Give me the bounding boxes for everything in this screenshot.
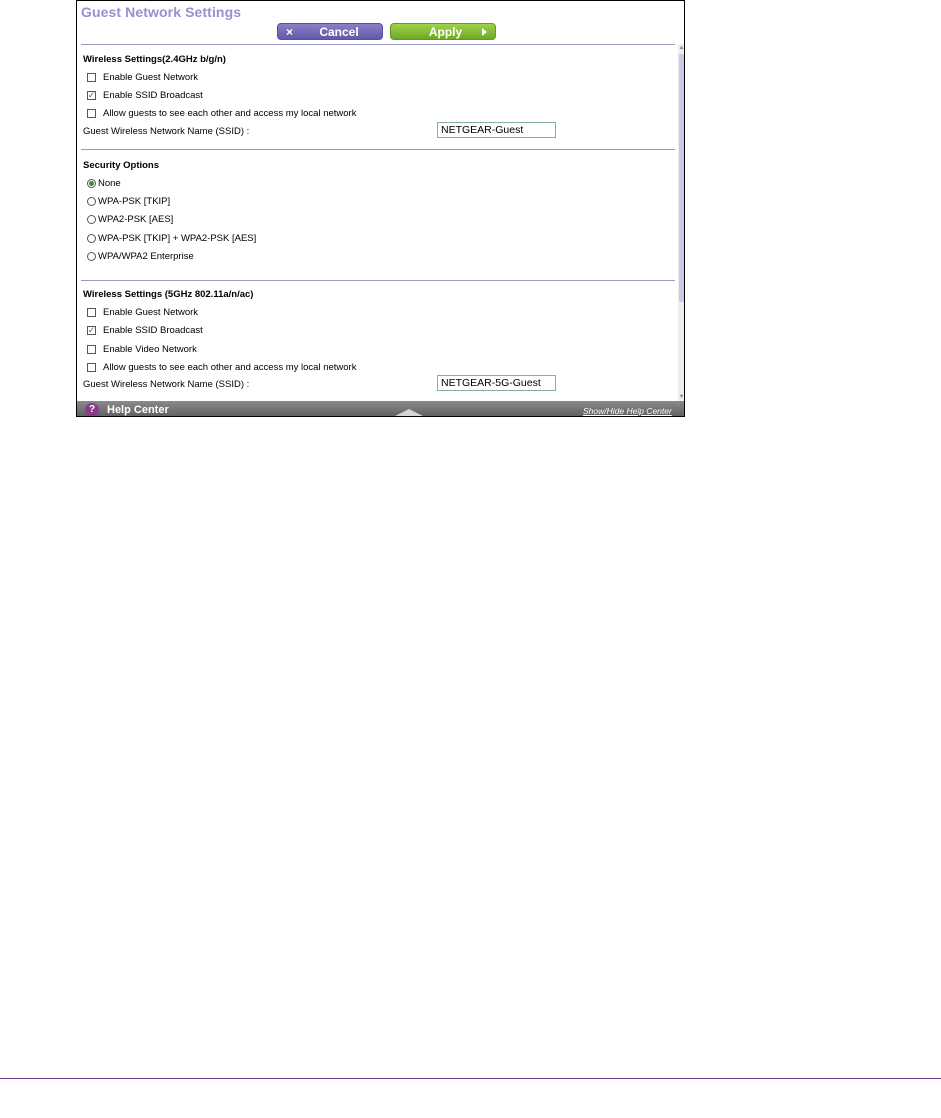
enable-video-network-5g[interactable]: Enable Video Network xyxy=(87,343,197,355)
router-settings-window xyxy=(76,0,685,417)
apply-button[interactable] xyxy=(390,23,496,40)
divider xyxy=(81,44,675,45)
help-center-title: Help Center xyxy=(107,404,169,416)
cancel-label: Cancel xyxy=(319,24,359,39)
security-option-mixed[interactable]: WPA-PSK [TKIP] + WPA2-PSK [AES] xyxy=(87,232,256,244)
checkbox-allow-guests-5g[interactable] xyxy=(87,363,96,372)
security-option-wpa2-aes[interactable]: WPA2-PSK [AES] xyxy=(87,213,173,225)
checkbox-enable-guest-2g[interactable] xyxy=(87,73,96,82)
radio-mixed[interactable] xyxy=(87,234,96,243)
security-option-enterprise[interactable]: WPA/WPA2 Enterprise xyxy=(87,250,194,262)
close-icon: × xyxy=(286,24,294,39)
radio-wpa-tkip[interactable] xyxy=(87,197,96,206)
enable-ssid-broadcast-2g[interactable]: ✓ Enable SSID Broadcast xyxy=(87,89,203,101)
checkbox-ssid-broadcast-2g[interactable]: ✓ xyxy=(87,89,96,100)
enable-guest-network-2g[interactable]: Enable Guest Network xyxy=(87,71,198,83)
section-title-5g: Wireless Settings (5GHz 802.11a/n/ac) xyxy=(83,289,254,300)
vertical-scrollbar[interactable] xyxy=(678,44,685,401)
checkbox-video-network-5g[interactable] xyxy=(87,345,96,354)
scroll-down-icon[interactable]: ▼ xyxy=(678,394,685,400)
footer-divider xyxy=(0,1078,941,1079)
ssid-input-2g[interactable] xyxy=(437,122,556,138)
checkbox-ssid-broadcast-5g[interactable]: ✓ xyxy=(87,324,96,335)
arrow-right-icon xyxy=(482,28,487,36)
radio-wpa2-aes[interactable] xyxy=(87,215,96,224)
checkbox-enable-guest-5g[interactable] xyxy=(87,308,96,317)
security-option-none[interactable]: None xyxy=(87,177,121,189)
expand-arrow-icon[interactable] xyxy=(391,409,427,417)
section-title-2g: Wireless Settings(2.4GHz b/g/n) xyxy=(83,54,226,65)
divider xyxy=(81,280,675,281)
radio-none[interactable] xyxy=(87,179,96,188)
security-option-wpa-tkip[interactable]: WPA-PSK [TKIP] xyxy=(87,195,170,207)
apply-label: Apply xyxy=(428,24,463,39)
allow-guests-local-5g[interactable]: Allow guests to see each other and access my local network xyxy=(87,361,356,373)
radio-enterprise[interactable] xyxy=(87,252,96,261)
settings-content xyxy=(77,44,677,401)
page-title: Guest Network Settings xyxy=(81,4,242,20)
help-center-bar xyxy=(77,401,685,417)
help-icon: ? xyxy=(85,403,99,417)
section-title-security: Security Options xyxy=(83,160,160,171)
ssid-label-2g: Guest Wireless Network Name (SSID) : xyxy=(83,126,250,137)
scroll-up-icon[interactable]: ▲ xyxy=(678,45,685,51)
ssid-label-5g: Guest Wireless Network Name (SSID) : xyxy=(83,379,250,390)
show-hide-help-link[interactable]: Show/Hide Help Center xyxy=(583,406,672,416)
enable-guest-network-5g[interactable]: Enable Guest Network xyxy=(87,306,198,318)
ssid-input-5g[interactable] xyxy=(437,375,556,391)
enable-ssid-broadcast-5g[interactable]: ✓ Enable SSID Broadcast xyxy=(87,324,203,336)
divider xyxy=(81,149,675,150)
scroll-thumb[interactable] xyxy=(679,54,684,302)
checkbox-allow-guests-2g[interactable] xyxy=(87,109,96,118)
cancel-button[interactable] xyxy=(277,23,383,40)
allow-guests-local-2g[interactable]: Allow guests to see each other and access my local network xyxy=(87,107,356,119)
